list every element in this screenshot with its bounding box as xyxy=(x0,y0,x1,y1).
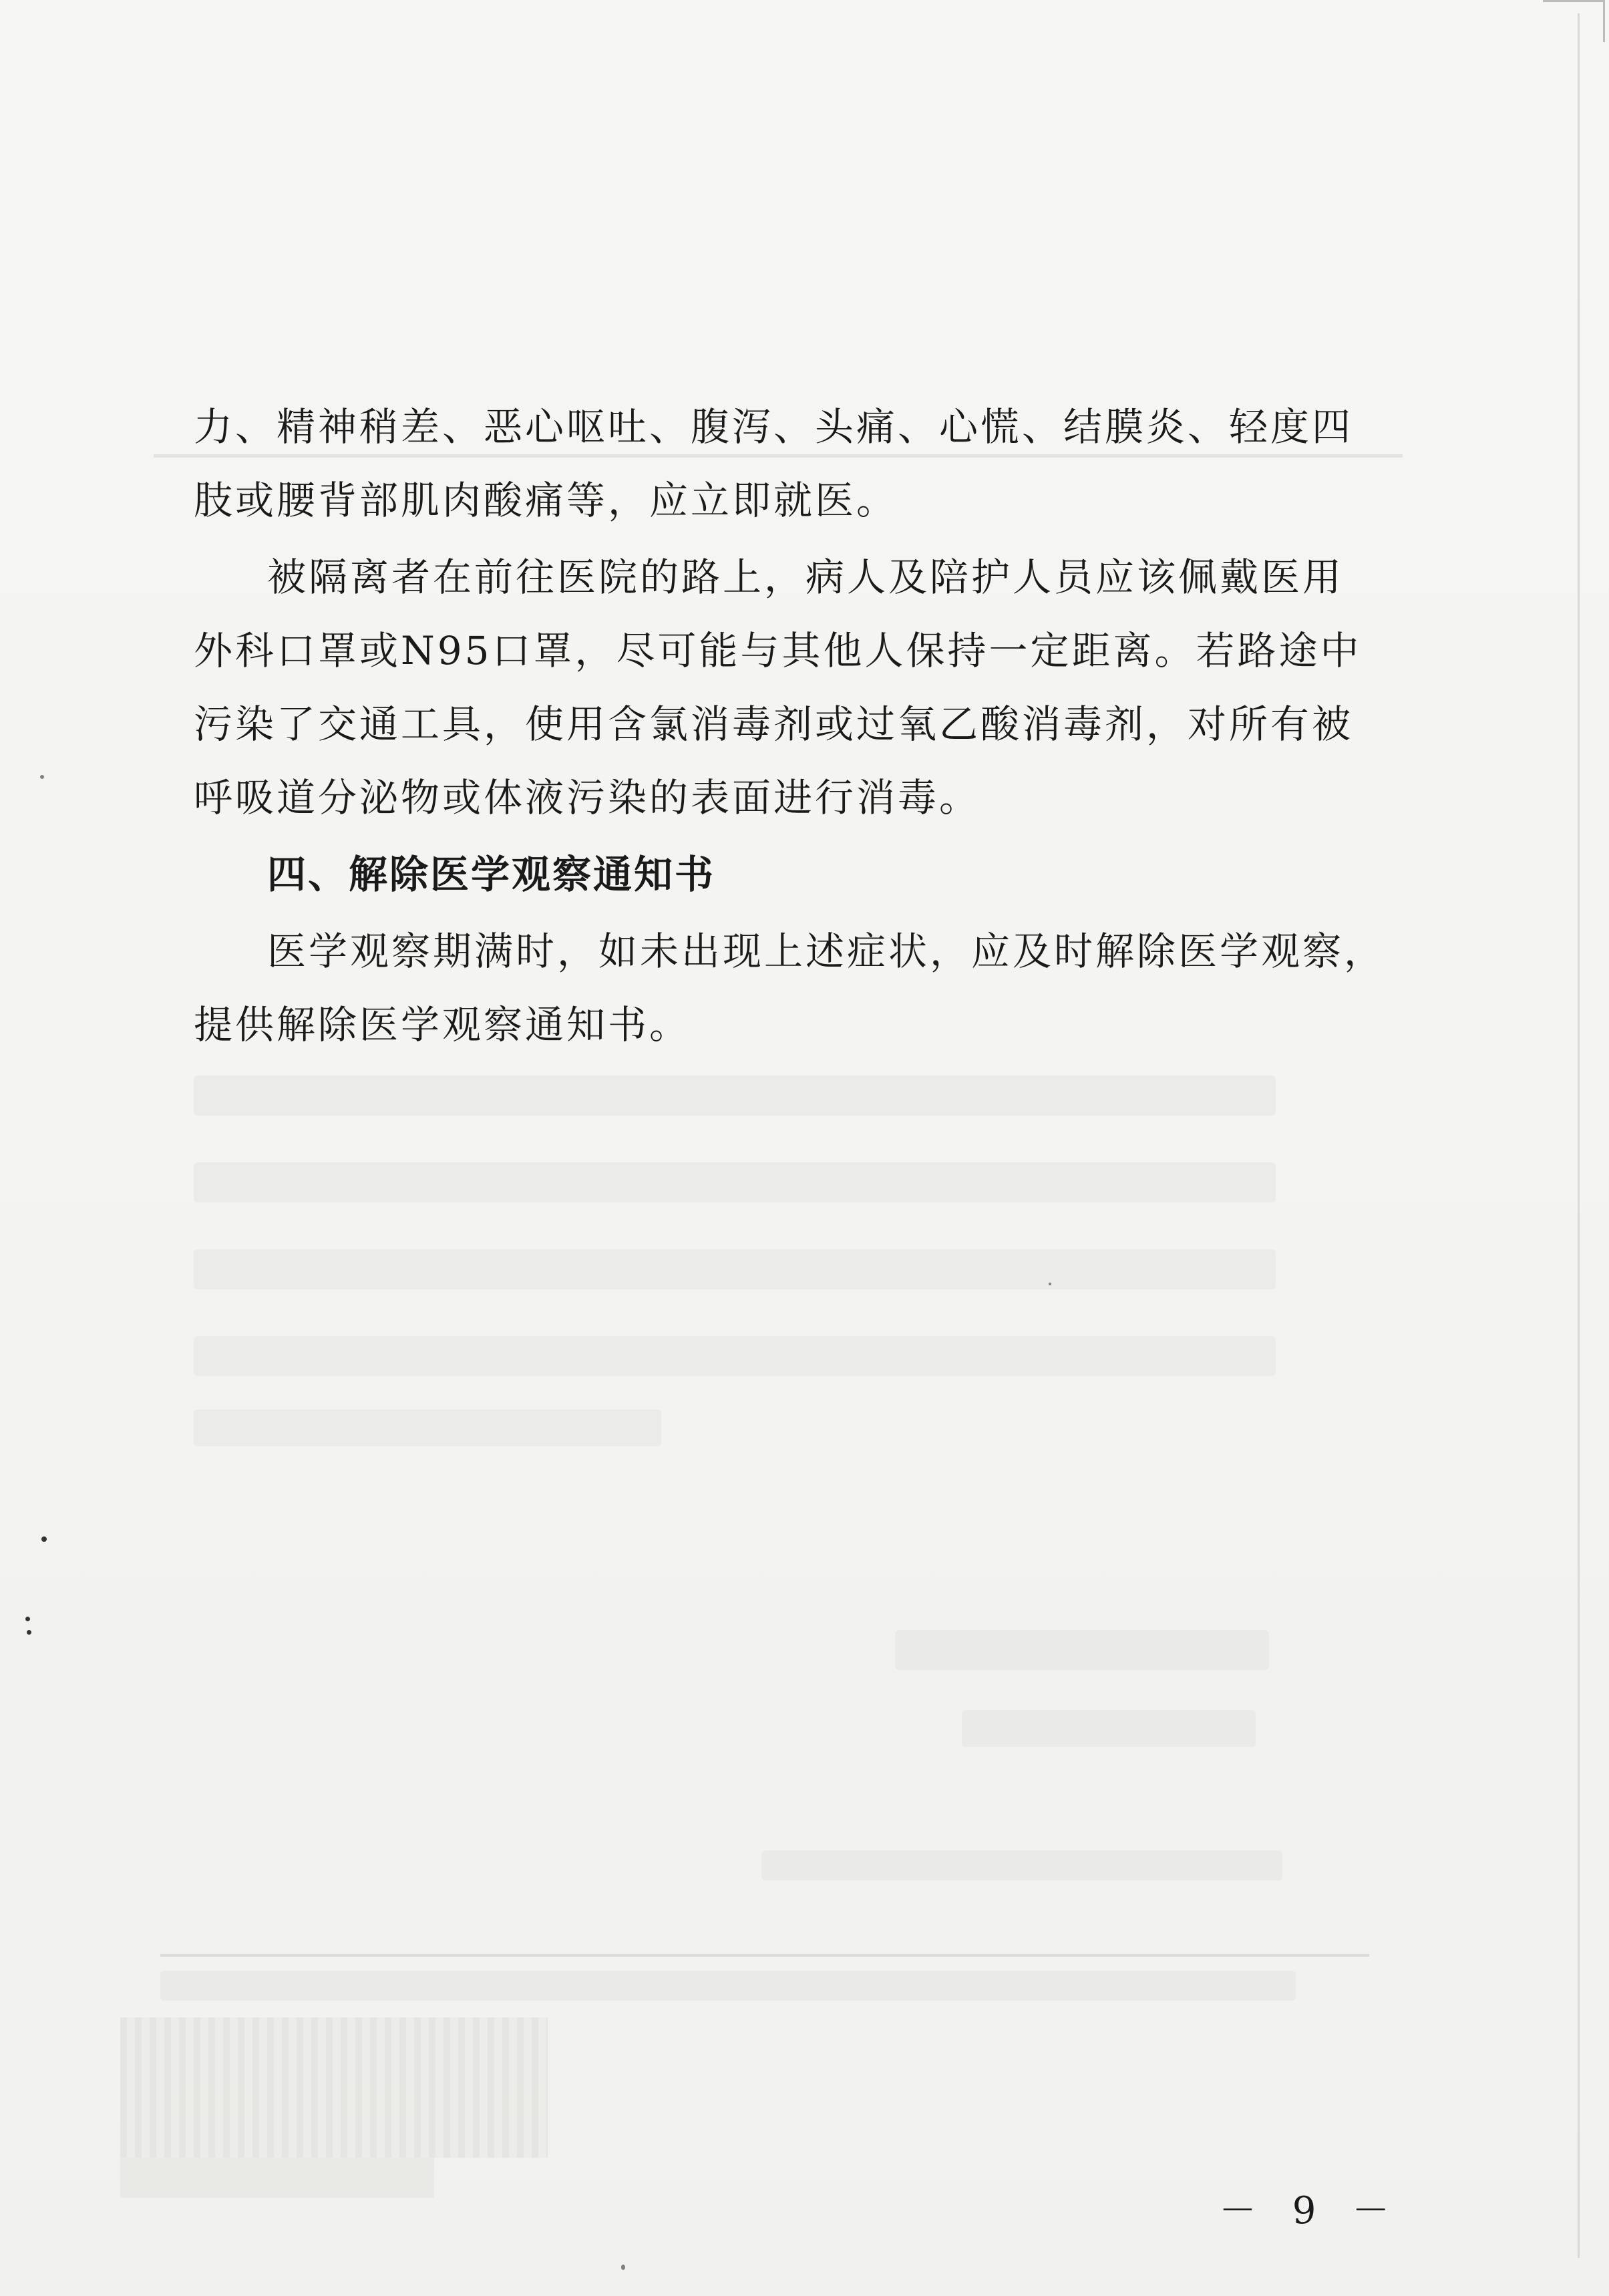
show-through-stamp xyxy=(120,2017,548,2158)
body-text-line: 提供解除医学观察通知书。 xyxy=(194,1002,691,1047)
show-through-block xyxy=(194,1076,1276,1116)
show-through-block xyxy=(761,1850,1282,1880)
show-through-rule xyxy=(160,1954,1369,1957)
body-text-line: 外科口罩或N95口罩，尽可能与其他人保持一定距离。若路途中 xyxy=(194,628,1362,673)
scan-speck xyxy=(1049,1283,1051,1285)
show-through-block xyxy=(962,1710,1256,1747)
scan-speck xyxy=(621,2265,625,2270)
body-text-line: 呼吸道分泌物或体液污染的表面进行消毒。 xyxy=(194,775,981,820)
show-through-rule xyxy=(154,454,1403,458)
page-corner-mark xyxy=(1543,0,1605,42)
show-through-block xyxy=(194,1336,1276,1376)
body-text-line: 被隔离者在前往医院的路上，病人及陪护人员应该佩戴医用 xyxy=(267,554,1345,600)
body-text-line: 力、精神稍差、恶心呕吐、腹泻、头痛、心慌、结膜炎、轻度四 xyxy=(194,404,1354,450)
page-number: － 9 － xyxy=(1219,2189,1402,2233)
scan-speck xyxy=(27,1630,31,1635)
scan-edge-line xyxy=(1578,13,1580,2258)
show-through-block xyxy=(895,1630,1269,1670)
scan-speck xyxy=(41,1536,47,1542)
body-text-line: 污染了交通工具，使用含氯消毒剂或过氧乙酸消毒剂，对所有被 xyxy=(194,701,1354,747)
show-through-block xyxy=(160,1971,1296,2001)
show-through-block xyxy=(194,1410,661,1446)
show-through-block xyxy=(194,1162,1276,1202)
scan-speck xyxy=(40,775,44,779)
body-text-line: 肢或腰背部肌肉酸痛等，应立即就医。 xyxy=(194,478,898,523)
show-through-block xyxy=(194,1249,1276,1289)
show-through-stamp xyxy=(120,2158,434,2198)
section-heading: 四、解除医学观察通知书 xyxy=(267,852,716,897)
scan-speck xyxy=(25,1617,30,1621)
body-text-line: 医学观察期满时，如未出现上述症状，应及时解除医学观察， xyxy=(267,929,1386,974)
